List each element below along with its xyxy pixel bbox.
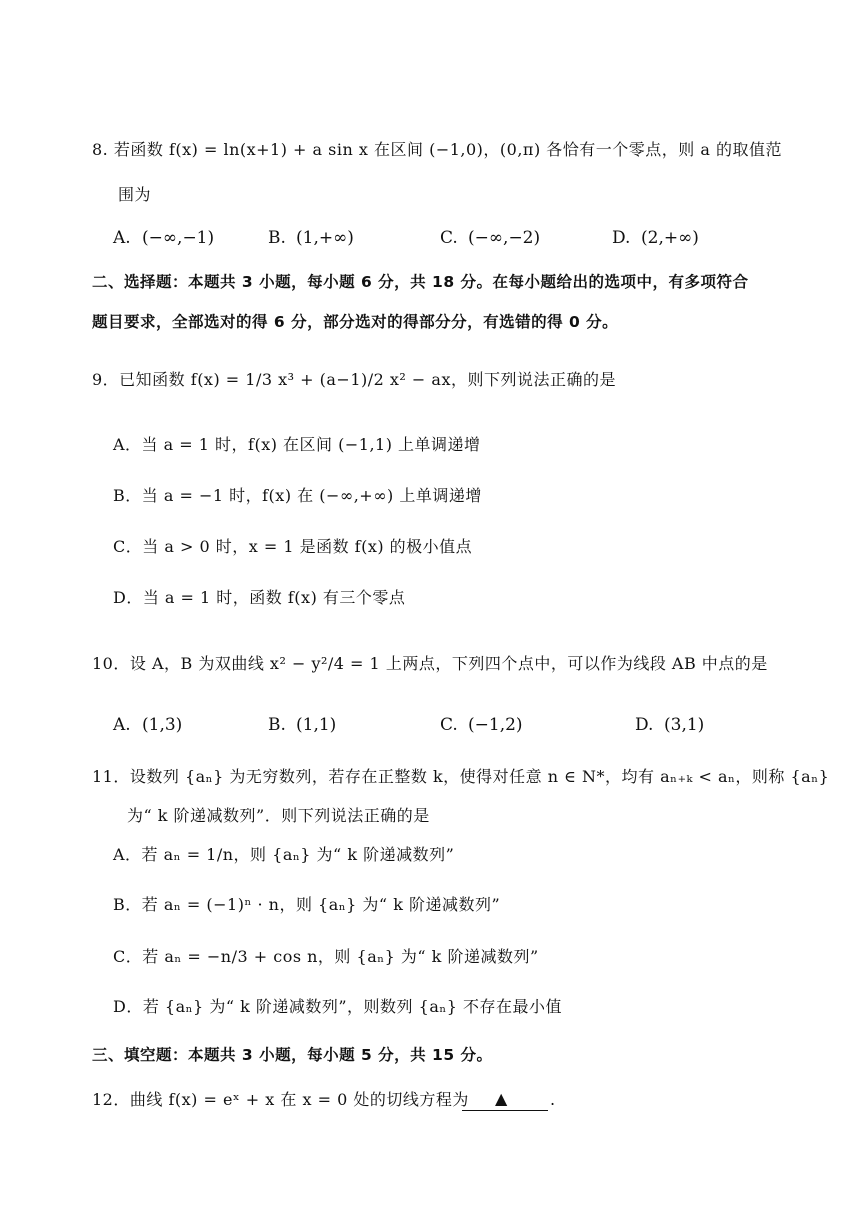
q10-option-d-label: D. — [635, 715, 654, 735]
q11-stem-line1: 11．设数列 {aₙ} 为无穷数列，若存在正整数 k，使得对任意 n ∈ N*，均有 aₙ₊ₖ < aₙ，则称 {aₙ} — [92, 767, 830, 786]
q10-option-b-value: (1,1) — [296, 715, 337, 735]
section2-heading-line1: 二、选择题：本题共 3 小题，每小题 6 分，共 18 分。在每小题给出的选项中，有多项符合 — [92, 273, 749, 291]
q11-stem-line2: 为“ k 阶递减数列”．则下列说法正确的是 — [127, 806, 430, 825]
q8-option-d-label: D. — [612, 228, 631, 248]
q10-option-d-value: (3,1) — [664, 715, 705, 735]
q9-stem: 9．已知函数 f(x) = 1/3 x³ + (a−1)/2 x² − ax，则下列说法正确的是 — [92, 370, 616, 389]
section3-heading: 三、填空题：本题共 3 小题，每小题 5 分，共 15 分。 — [92, 1046, 493, 1064]
q9-option-b: B．当 a = −1 时，f(x) 在 (−∞,+∞) 上单调递增 — [113, 486, 482, 505]
q9-option-a: A．当 a = 1 时，f(x) 在区间 (−1,1) 上单调递增 — [113, 435, 481, 454]
q9-option-d: D．当 a = 1 时，函数 f(x) 有三个零点 — [113, 588, 406, 607]
q10-option-c-label: C. — [440, 715, 458, 735]
q10-option-a-label: A. — [113, 715, 131, 735]
section2-heading-line2: 题目要求，全部选对的得 6 分，部分选对的得部分分，有选错的得 0 分。 — [92, 313, 619, 331]
q12-end-period: . — [550, 1090, 556, 1109]
q8-option-a-value: (−∞,−1) — [142, 228, 215, 248]
q8-option-b-label: B. — [268, 228, 286, 248]
q11-option-d: D．若 {aₙ} 为“ k 阶递减数列”，则数列 {aₙ} 不存在最小值 — [113, 997, 563, 1016]
q8-option-b-value: (1,+∞) — [296, 228, 354, 248]
q11-option-a: A．若 aₙ = 1/n，则 {aₙ} 为“ k 阶递减数列” — [113, 845, 455, 864]
q9-option-c: C．当 a > 0 时，x = 1 是函数 f(x) 的极小值点 — [113, 537, 473, 556]
q12-blank-marker: ▲ — [495, 1089, 508, 1108]
q10-option-b-label: B. — [268, 715, 286, 735]
q10-stem: 10．设 A，B 为双曲线 x² − y²/4 = 1 上两点，下列四个点中，可以作为线段 AB 中点的是 — [92, 654, 768, 673]
q8-option-c-label: C. — [440, 228, 458, 248]
q10-option-c-value: (−1,2) — [468, 715, 523, 735]
q8-option-d-value: (2,+∞) — [641, 228, 699, 248]
q11-option-b: B．若 aₙ = (−1)ⁿ · n，则 {aₙ} 为“ k 阶递减数列” — [113, 895, 501, 914]
q8-stem-line2: 围为 — [118, 185, 152, 204]
q8-stem-line1: 8. 若函数 f(x) = ln(x+1) + a sin x 在区间 (−1,0)，(0,π) 各恰有一个零点，则 a 的取值范 — [92, 140, 782, 159]
q12-stem: 12．曲线 f(x) = eˣ + x 在 x = 0 处的切线方程为 — [92, 1090, 469, 1109]
q11-option-c: C．若 aₙ = −n/3 + cos n，则 {aₙ} 为“ k 阶递减数列” — [113, 947, 539, 966]
q10-option-a-value: (1,3) — [142, 715, 183, 735]
q8-option-a-label: A. — [113, 228, 131, 248]
q8-option-c-value: (−∞,−2) — [468, 228, 541, 248]
